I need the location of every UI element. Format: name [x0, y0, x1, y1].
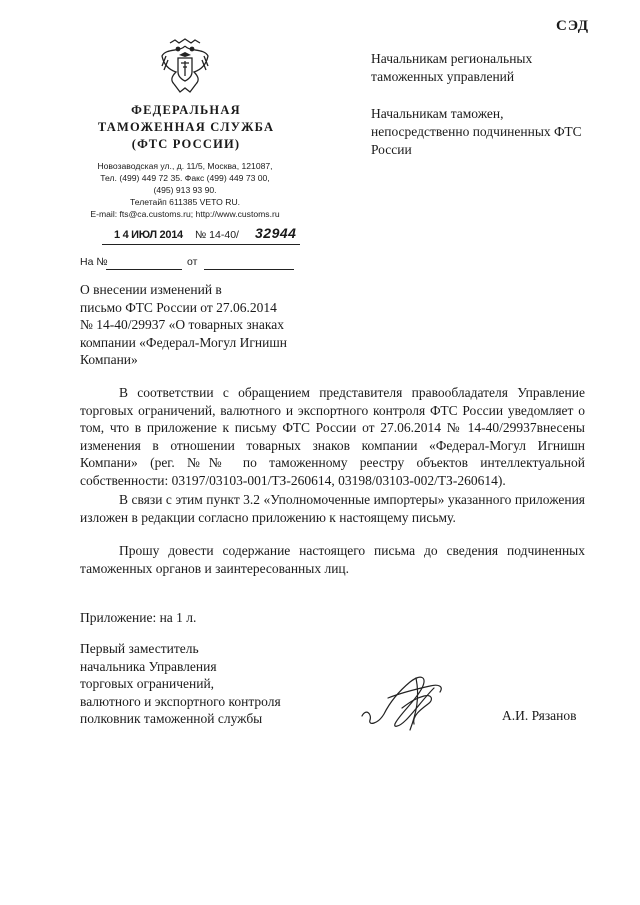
signer-position-line: начальника Управления	[80, 658, 217, 674]
organization-contacts	[76, 160, 294, 220]
signer-position	[80, 640, 340, 728]
reply-reference-line	[80, 256, 295, 272]
organization-name	[82, 102, 290, 153]
letter-subject	[80, 281, 320, 369]
subject-line: письмо ФТС России от 27.06.2014	[80, 299, 277, 315]
subject-line: компании «Федерал-Могул Игнишн	[80, 334, 287, 350]
body-paragraph: Прошу довести содержание настоящего письма до сведения подчиненных таможенных органов и заинтересованных лиц.	[80, 543, 585, 576]
signer-position-line: валютного и экспортного контроля	[80, 693, 281, 709]
registration-date: 1 4 ИЮЛ 2014	[114, 229, 183, 241]
reply-to-label: На №	[80, 256, 108, 268]
contact-line: Телетайп 611385 VETO RU.	[129, 197, 241, 207]
addressee: Начальникам таможен, непосредственно подчиненных ФТС России	[371, 106, 582, 157]
contact-line: E-mail: fts@ca.customs.ru; http://www.customs.ru	[90, 209, 280, 219]
organization-name-line: (ФТС РОССИИ)	[131, 137, 241, 151]
signer-position-line: торговых ограничений,	[80, 676, 215, 691]
contact-line: (495) 913 93 90.	[153, 185, 217, 195]
addressee: Начальникам региональных таможенных управлений	[371, 51, 533, 84]
organization-name-line: ТАМОЖЕННАЯ СЛУЖБА	[97, 120, 275, 134]
attachment-note: Приложение: на 1 л.	[80, 610, 197, 625]
reply-number-blank	[106, 269, 182, 270]
signer-position-line: Первый заместитель	[80, 641, 199, 656]
signer-name: А.И. Рязанов	[502, 708, 577, 723]
subject-line: О внесении изменений в	[80, 282, 222, 297]
contact-line: Тел. (499) 449 72 35. Факс (499) 449 73 00,	[100, 173, 270, 183]
organization-name-line: ФЕДЕРАЛЬНАЯ	[131, 103, 241, 117]
registration-line	[80, 225, 297, 245]
coat-of-arms-icon	[158, 38, 212, 96]
document-system-label: СЭД	[556, 18, 590, 34]
registration-underline	[102, 244, 300, 245]
subject-line: Компани»	[80, 352, 138, 367]
body-paragraph: В соответствии с обращением представителя правообладателя Управление торговых ограничений, валютного и экспортного контроля ФТС России уведомляет о том, что в приложение к письму ФТС России от 27.06.2014 № 14-40/29937внесены изменения в отношении товарных знаков компании «Федерал-Могул Игнишн Компани» (рег. №№ по таможенному реестру объектов интеллектуальной собственности: 03197/03103-001/ТЗ-260614, 03198/03103-002/ТЗ-260614).	[80, 385, 585, 488]
reply-date-blank	[204, 269, 294, 270]
registration-number-prefix: № 14-40/	[195, 229, 239, 241]
letter-body	[80, 384, 585, 577]
reply-from-label: от	[187, 256, 198, 268]
subject-line: № 14-40/29937 «О товарных знаках	[80, 317, 284, 332]
handwritten-signature	[358, 668, 458, 736]
contact-line: Новозаводская ул., д. 11/5, Москва, 121087,	[97, 161, 273, 171]
registration-number-handwritten: 32944	[255, 225, 297, 241]
addressees-block	[371, 50, 601, 178]
body-paragraph: В связи с этим пункт 3.2 «Уполномоченные импортеры» указанного приложения изложен в редакции согласно приложению к настоящему письму.	[80, 492, 585, 525]
signer-position-line: полковник таможенной службы	[80, 711, 263, 726]
